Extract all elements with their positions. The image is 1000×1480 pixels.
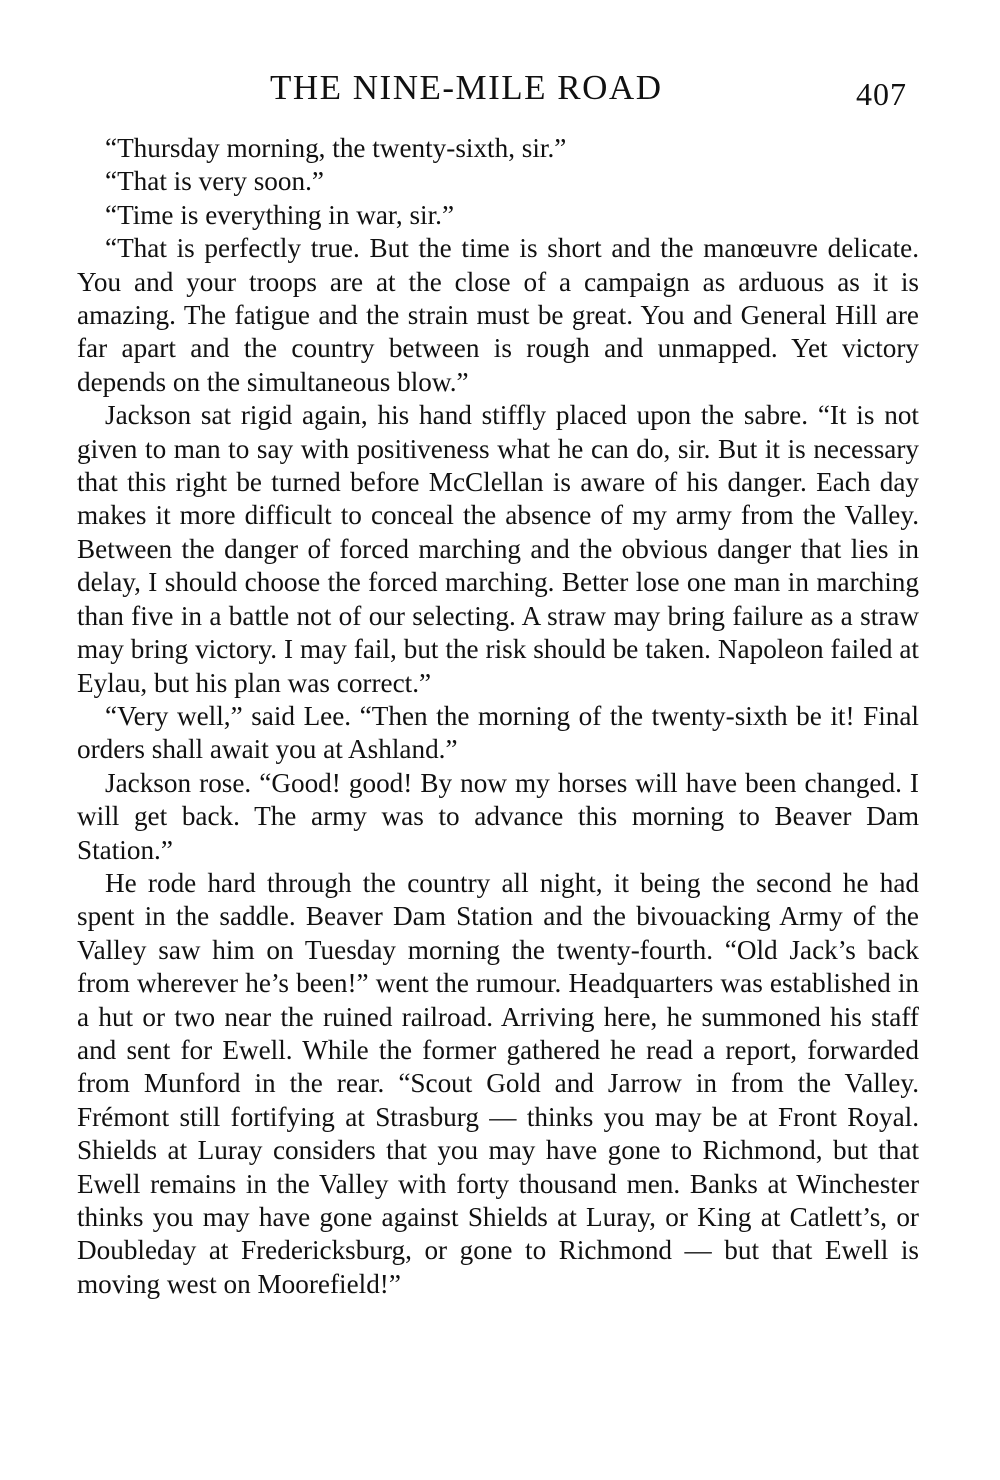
paragraph-4: “That is perfectly true. But the time is short and the manœuvre delicate. You and your troops are at the close of a campaign as arduous as it is amazing. The fatigue and the strain must be great. You and General Hill are far apart and the country between is rough and unmapped. Yet victory depends on the simultaneous blow.” [77, 233, 919, 397]
paragraph-1: “Thursday morning, the twenty-sixth, sir.” [105, 133, 567, 163]
body-text [77, 132, 919, 1301]
running-title: THE NINE-MILE ROAD [270, 68, 663, 107]
paragraph-6: “Very well,” said Lee. “Then the morning of the twenty-sixth be it! Final orders shall await you at Ashland.” [77, 700, 919, 765]
page-header [0, 66, 1000, 110]
paragraph-8: He rode hard through the country all night, it being the second he had spent in the saddle. Beaver Dam Station and the bivouacking Army of the Valley saw him on Tuesday morning the twenty-fourth. “Old Jack’s back from wherever he’s been!” went the rumour. Headquarters was established in a hut or two near the ruined railroad. Arriving here, he summoned his staff and sent for Ewell. While the former gathered he read a report, forwarded from Munford in the rear. “Scout Gold and Jarrow in from the Valley. Frémont still fortifying at Strasburg — thinks you may be at Front Royal. Shields at Luray considers that you may have gone to Richmond, but that Ewell remains in the Valley with forty thousand men. Banks at Winchester thinks you may have gone against Shields at Luray, or King at Catlett’s, or Doubleday at Fredericksburg, or gone to Richmond — but that Ewell is moving west on Moorefield!” [77, 867, 919, 1299]
paragraph-5: Jackson sat rigid again, his hand stiffly placed upon the sabre. “It is not given to man to say with positiveness what he can do, sir. But it is necessary that this right be turned before McClellan is aware of his danger. Each day makes it more difficult to conceal the absence of my army from the Valley. Between the danger of forced marching and the obvious danger that lies in delay, I should choose the forced marching. Better lose one man in marching than five in a battle not of our selecting. A straw may bring failure as a straw may bring victory. I may fail, but the risk should be taken. Napoleon failed at Eylau, but his plan was correct.” [77, 400, 919, 698]
paragraph-3: “Time is everything in war, sir.” [105, 199, 455, 230]
page-number: 407 [856, 76, 907, 112]
paragraph-2: “That is very soon.” [105, 166, 324, 197]
paragraph-7: Jackson rose. “Good! good! By now my horses will have been changed. I will get back. The army was to advance this morning to Beaver Dam Station.” [77, 767, 919, 865]
